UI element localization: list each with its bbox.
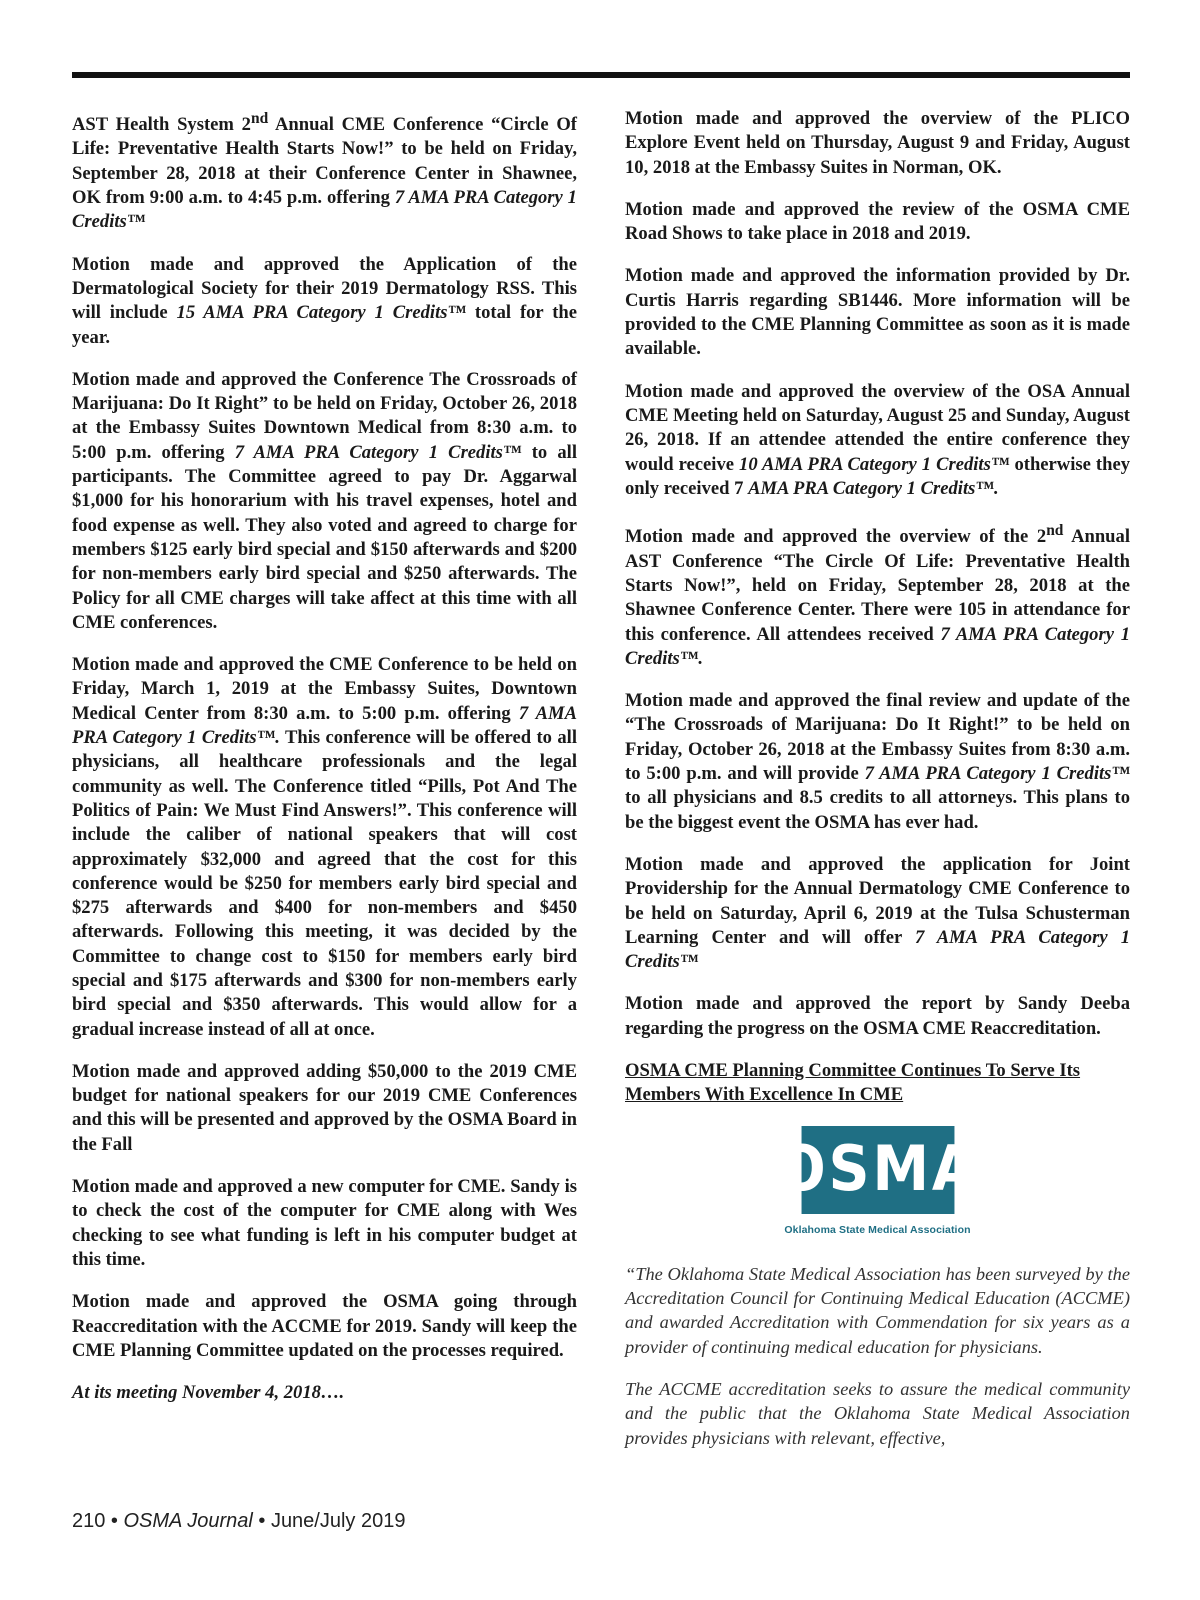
paragraph-reaccreditation: Motion made and approved the OSMA going through Reaccreditation with the ACCME for 2019. Sandy will keep the CME Planning Committee updated on the processes required. [72, 1291, 577, 1361]
credits-text: 7 AMA PRA Category 1 Credits™ [625, 926, 1130, 973]
text: Motion made and approved the application for Joint Providership for the Annual Dermatology CME Conference to be held on Saturday, April 6, 2019 at the Tulsa Schusterman Learning Center and will offer [625, 853, 1130, 948]
top-rule [72, 72, 1130, 78]
text: otherwise they only received 7 [625, 453, 1130, 499]
text: Motion made and approved the Application of the Dermatological Society for their 2019 Dermatology RSS. This will include [72, 253, 577, 324]
issue-date: June/July 2019 [270, 1510, 406, 1532]
paragraph-ast-conference [72, 107, 577, 235]
paragraph-road-shows: Motion made and approved the review of the OSMA CME Road Shows to take place in 2018 and 2019. [625, 198, 1130, 245]
osma-logo [625, 1126, 1130, 1242]
paragraph-crossroads-conference [72, 368, 577, 635]
text: Motion made and approved the CME Conference to be held on Friday, March 1, 2019 at the Embassy Suites, Downtown Medical Center from 8:30 a.m. to 5:00 p.m. offering [72, 654, 577, 724]
paragraph-meeting-date: At its meeting November 4, 2018…. [72, 1382, 345, 1404]
paragraph-budget: Motion made and approved adding $50,000 to the 2019 CME budget for national speakers for our 2019 CME Conferences and this will be presented and approved by the OSMA Board in the Fall [72, 1060, 577, 1155]
credits-text: 7 AMA PRA Category 1 Credits™. [72, 702, 577, 749]
page-footer [72, 1510, 405, 1533]
credits-text: AMA PRA Category 1 Credits™. [748, 477, 999, 499]
footer-separator: • [105, 1510, 124, 1532]
credits-text: 15 AMA PRA Category 1 Credits™ [176, 302, 467, 324]
credits-text: 7 AMA PRA Category 1 Credits™ [72, 187, 577, 233]
accreditation-quote: “The Oklahoma State Medical Association has been surveyed by the Accreditation Council for Continuing Medical Education (ACCME) and awarded Accreditation with Commendation for six years as a provider of continuing medical education for physicians. [625, 1263, 1130, 1357]
accreditation-statement: The ACCME accreditation seeks to assure the medical community and the public that the Oklahoma State Medical Association provides physicians with relevant, effective, [625, 1379, 1130, 1448]
text: to all physicians and 8.5 credits to all attorneys. This plans to be the biggest event the OSMA has ever had. [625, 787, 1130, 833]
text: Motion made and approved the Conference The Crossroads of Marijuana: Do It Right” to be held on Friday, October 26, 2018 at the Embassy Suites Downtown Medical from 8:30 a.m. to 5:00 p.m. offering [72, 368, 577, 463]
ordinal-suffix: nd [250, 110, 269, 127]
paragraph-march-conference [72, 653, 577, 1042]
text: This conference will be offered to all physicians, all healthcare professionals and the legal community as well. The Conference titled “Pills, Pot And The Politics of Pain: We Must Find Answers!”. This conference will include the caliber of national speakers that will cost approximately $32,000 and agreed that the cost for this conference would be $250 for members early bird special and $275 afterwards and $400 for non-members and $450 afterwards. Following this meeting, it was decided by the Committee to change cost to $150 for members early bird special and $175 afterwards and $300 for non-members early bird special and $350 afterwards. This would allow for a gradual increase instead of all at once. [72, 727, 578, 1040]
journal-name: OSMA Journal [123, 1510, 253, 1532]
page-number: 210 [72, 1510, 106, 1532]
credits-text: 7 AMA PRA Category 1 Credits™. [625, 623, 1130, 669]
text: Motion made and approved the overview of the OSA Annual CME Meeting held on Saturday, August 25 and Sunday, August 26, 2018. If an attendee attended the entire conference they would receive [625, 380, 1130, 475]
left-column [72, 107, 577, 1423]
footer-separator: • [252, 1510, 271, 1532]
paragraph-computer: Motion made and approved a new computer for CME. Sandy is to check the cost of the computer for CME along with Wes checking to see what funding is left in his computer budget at this time. [72, 1176, 577, 1270]
text: Annual AST Conference “The Circle Of Life: Preventative Health Starts Now!”, held on Friday, September 28, 2018 at the Shawnee Conference Center. There were 105 in attendance for this conference. All attendees received [625, 526, 1130, 645]
paragraph-osa-meeting [625, 380, 1130, 501]
right-column [625, 107, 1130, 1468]
text: Motion made and approved the overview of the 2 [625, 526, 1047, 548]
credits-text: 10 AMA PRA Category 1 Credits™ [739, 453, 1010, 475]
paragraph-ast-overview [625, 519, 1130, 671]
paragraph-plico-event: Motion made and approved the overview of the PLICO Explore Event held on Thursday, August 9 and Friday, August 10, 2018 at the Embassy Suites in Norman, OK. [625, 108, 1130, 178]
osma-logo-subtitle: Oklahoma State Medical Association [784, 1223, 971, 1236]
paragraph-joint-providership [625, 853, 1130, 974]
paragraph-reaccreditation-report: Motion made and approved the report by Sandy Deeba regarding the progress on the OSMA CME Reaccreditation. [625, 993, 1130, 1039]
text: AST Health System 2 [72, 114, 251, 136]
credits-text: 7 AMA PRA Category 1 Credits™ [234, 441, 522, 463]
section-heading-link[interactable]: OSMA CME Planning Committee Continues To Serve Its Members With Excellence In CME [625, 1059, 1081, 1106]
paragraph-dermatology-rss [72, 253, 577, 350]
text: Motion made and approved the final review and update of the “The Crossroads of Marijuana: Do It Right!” to be held on Friday, October 26, 2018 at the Embassy Suites from 8:30 a.m. to 5:00 p.m. and will provide [625, 690, 1130, 785]
ordinal-suffix: nd [1046, 522, 1064, 540]
credits-text: 7 AMA PRA Category 1 Credits™ [864, 763, 1130, 785]
paragraph-crossroads-review [625, 689, 1130, 835]
text: Annual CME Conference “Circle Of Life: Preventative Health Starts Now!” to be held on Friday, September 28, 2018 at their Conference Center in Shawnee, OK from 9:00 a.m. to 4:45 p.m. offering [72, 114, 577, 209]
paragraph-sb1446: Motion made and approved the information provided by Dr. Curtis Harris regarding SB1446. More information will be provided to the CME Planning Committee as soon as it is made available. [625, 265, 1130, 360]
text: to all participants. The Committee agreed to pay Dr. Aggarwal $1,000 for his honorarium with his travel expenses, hotel and food expense as well. They also voted and agreed to charge for members $125 early bird special and $150 afterwards and $200 for non-members early bird special and $250 afterwards. The Policy for all CME charges will take affect at this time with all CME conferences. [72, 441, 577, 633]
text: total for the year. [72, 302, 577, 348]
osma-logo-mark: OSMA [801, 1126, 954, 1214]
